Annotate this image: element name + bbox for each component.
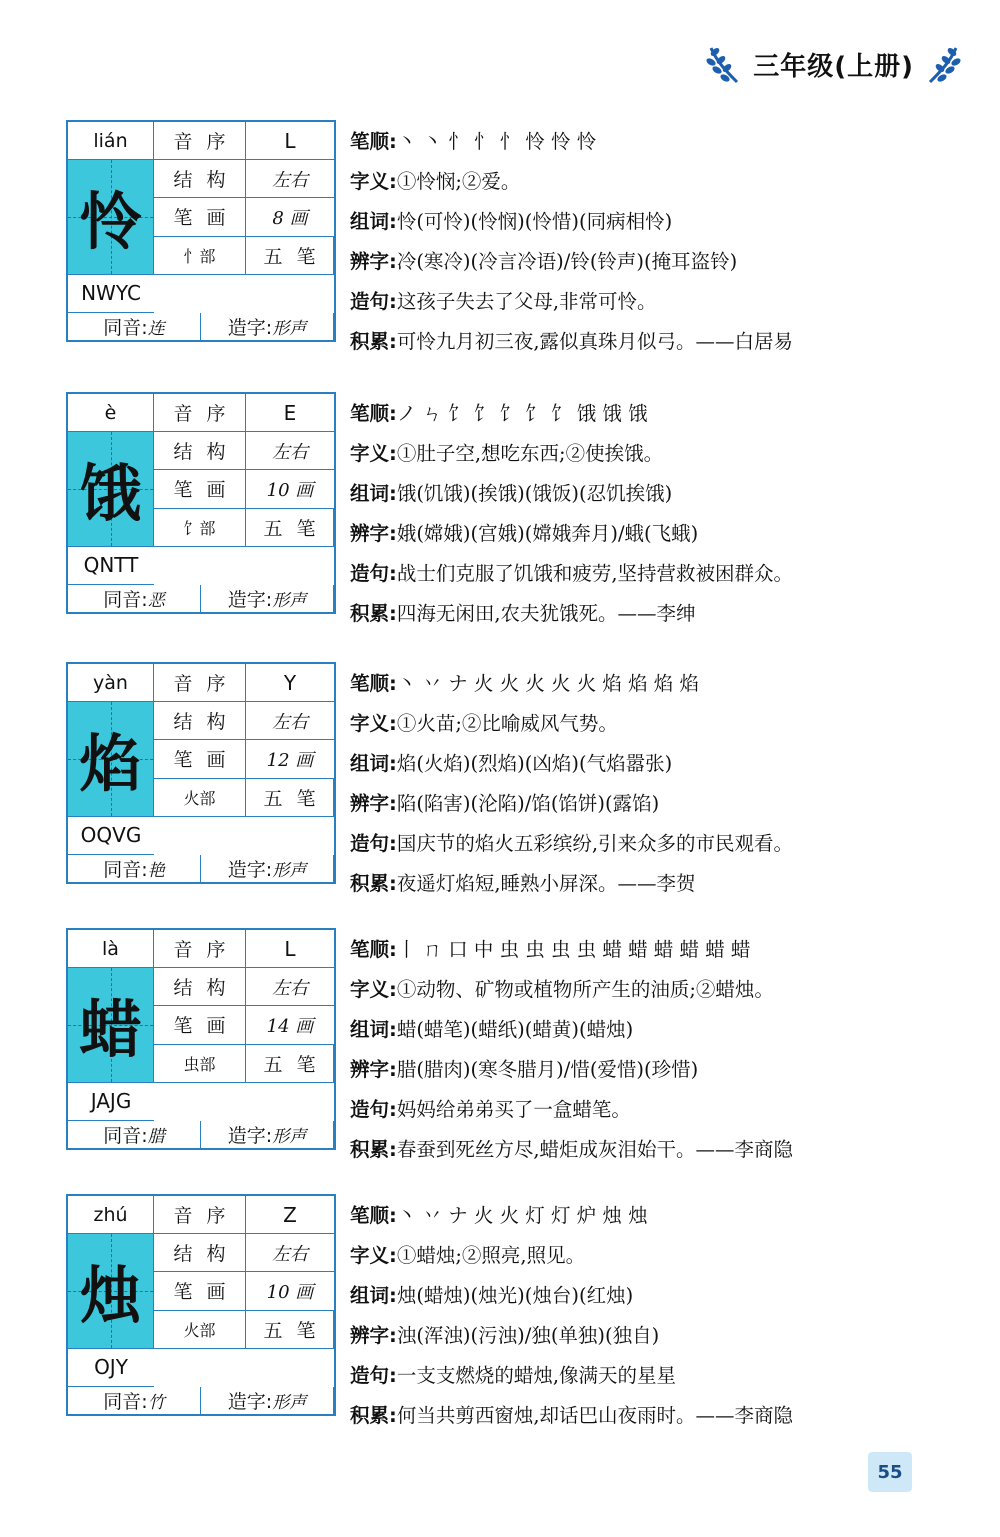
homophone-value: 艳: [147, 861, 165, 881]
structure-label: 结构: [154, 702, 246, 740]
homophone-label: 同音:: [103, 589, 148, 611]
sentence: 战士们克服了饥饿和疲劳,坚持营救被困群众。: [396, 562, 794, 585]
homophone-value: 腊: [147, 1127, 165, 1147]
order-label: 音序: [154, 1196, 246, 1234]
card-footer: [68, 313, 334, 340]
distinguish: 陷(陷害)(沦陷)/馅(馅饼)(露馅): [396, 792, 660, 815]
card-footer: [68, 1387, 334, 1414]
big-character: 饿: [68, 432, 154, 547]
order-label: 音序: [154, 664, 246, 702]
page-number: 55: [868, 1452, 912, 1492]
card-footer: [68, 1121, 334, 1148]
formation-value: 形声: [272, 1393, 307, 1413]
word-group: 烛(蜡烛)(烛光)(烛台)(红烛): [396, 1284, 634, 1307]
wubi-label: 五笔: [246, 509, 334, 547]
formation-value: 形声: [272, 319, 307, 339]
stroke-order: 丨 ㄇ 口 中 虫 虫 虫 虫 蜡 蜡 蜡 蜡 蜡 蜡: [396, 938, 751, 961]
formation-value: 形声: [272, 591, 307, 611]
big-character: 怜: [68, 160, 154, 275]
distinguish: 娥(嫦娥)(宫娥)(嫦娥奔月)/蛾(飞蛾): [396, 522, 699, 545]
homophone-value: 连: [147, 319, 165, 339]
pinyin: yàn: [68, 664, 154, 702]
strokes-value: 12 画: [246, 740, 334, 778]
meaning: ①怜悯;②爱。: [396, 170, 521, 193]
char-entry: [66, 928, 946, 1161]
structure-value: 左右: [246, 968, 334, 1006]
formation-label: 造字:: [227, 317, 273, 339]
pinyin: zhú: [68, 1196, 154, 1234]
stroke-order: 丶 丷 ナ 火 火 灯 灯 炉 烛 烛: [396, 1204, 648, 1227]
strokes-label: 笔画: [154, 740, 246, 778]
wubi-value: OQVG: [68, 817, 154, 855]
structure-label: 结构: [154, 160, 246, 198]
char-entry: [66, 1194, 946, 1427]
strokes-value: 10 画: [246, 1272, 334, 1310]
wubi-value: OJY: [68, 1349, 154, 1387]
char-entry: [66, 392, 946, 625]
structure-value: 左右: [246, 1234, 334, 1272]
distinguish: 浊(浑浊)(污浊)/独(单独)(独自): [396, 1324, 660, 1347]
laurel-left-icon: [703, 42, 743, 86]
pinyin: lián: [68, 122, 154, 160]
distinguish: 冷(寒冷)(冷言冷语)/铃(铃声)(掩耳盗铃): [396, 250, 738, 273]
structure-value: 左右: [246, 432, 334, 470]
wubi-label: 五笔: [246, 237, 334, 275]
homophone-label: 同音:: [103, 1125, 148, 1147]
sentence: 妈妈给弟弟买了一盒蜡笔。: [396, 1098, 631, 1121]
order-label: 音序: [154, 122, 246, 160]
word-group: 蜡(蜡笔)(蜡纸)(蜡黄)(蜡烛): [396, 1018, 634, 1041]
card-footer: [68, 855, 334, 882]
word-group: 焰(火焰)(烈焰)(凶焰)(气焰嚣张): [396, 752, 673, 775]
big-character: 烛: [68, 1234, 154, 1349]
structure-label: 结构: [154, 968, 246, 1006]
radical: 忄部: [154, 237, 246, 275]
char-card: [66, 392, 336, 614]
meaning: ①肚子空,想吃东西;②使挨饿。: [396, 442, 664, 465]
sentence: 这孩子失去了父母,非常可怜。: [396, 290, 657, 313]
char-info: 笔顺: 丨 ㄇ 口 中 虫 虫 虫 虫 蜡 蜡 蜡 蜡 蜡 蜡 字义: ①动物、矿物或植物所产生的油质;②蜡烛。 组词: 蜡(蜡笔)(蜡纸)(蜡黄)(蜡烛) 辨字: 腊(腊肉)(寒冬腊月)/惜(爱惜)(珍惜) 造句: 妈妈给弟弟买了一盒蜡笔。 积累: 春蚕到死丝方尽,蜡炬成灰泪始干。——李商隐: [350, 928, 950, 1168]
stroke-order: 丶 丶 忄 忄 忄 怜 怜 怜: [396, 130, 597, 153]
wubi-label: 五笔: [246, 1311, 334, 1349]
meaning: ①蜡烛;②照亮,照见。: [396, 1244, 586, 1267]
structure-label: 结构: [154, 1234, 246, 1272]
big-character: 焰: [68, 702, 154, 817]
formation-label: 造字:: [227, 1125, 273, 1147]
pinyin: là: [68, 930, 154, 968]
formation-label: 造字:: [227, 1391, 273, 1413]
strokes-value: 14 画: [246, 1006, 334, 1044]
order-value: L: [246, 122, 334, 160]
char-entry: [66, 662, 946, 895]
strokes-value: 8 画: [246, 198, 334, 236]
char-card: [66, 662, 336, 884]
order-value: Y: [246, 664, 334, 702]
order-label: 音序: [154, 930, 246, 968]
formation-value: 形声: [272, 861, 307, 881]
structure-label: 结构: [154, 432, 246, 470]
char-info: 笔顺: ノ ㄣ 饣 饣 饣 饣 饣 饿 饿 饿 字义: ①肚子空,想吃东西;②使挨饿。 组词: 饿(饥饿)(挨饿)(饿饭)(忍饥挨饿) 辨字: 娥(嫦娥)(宫娥)(嫦娥奔月)/蛾(飞蛾) 造句: 战士们克服了饥饿和疲劳,坚持营救被困群众。 积累: 四海无闲田,农夫犹饿死。——李绅: [350, 392, 950, 632]
char-info: 笔顺: 丶 丷 ナ 火 火 灯 灯 炉 烛 烛 字义: ①蜡烛;②照亮,照见。 组词: 烛(蜡烛)(烛光)(烛台)(红烛) 辨字: 浊(浑浊)(污浊)/独(单独)(独自) 造句: 一支支燃烧的蜡烛,像满天的星星 积累: 何当共剪西窗烛,却话巴山夜雨时。——李商隐: [350, 1194, 950, 1434]
char-info: 笔顺: 丶 丶 忄 忄 忄 怜 怜 怜 字义: ①怜悯;②爱。 组词: 怜(可怜)(怜悯)(怜惜)(同病相怜) 辨字: 冷(寒冷)(冷言冷语)/铃(铃声)(掩耳盗铃) 造句: 这孩子失去了父母,非常可怜。 积累: 可怜九月初三夜,露似真珠月似弓。——白居易: [350, 120, 950, 360]
accumulation: 何当共剪西窗烛,却话巴山夜雨时。——李商隐: [396, 1404, 794, 1427]
pinyin: è: [68, 394, 154, 432]
char-card: [66, 1194, 336, 1416]
homophone-label: 同音:: [103, 1391, 148, 1413]
char-info: 笔顺: 丶 丷 ナ 火 火 火 火 火 焰 焰 焰 焰 字义: ①火苗;②比喻威风气势。 组词: 焰(火焰)(烈焰)(凶焰)(气焰嚣张) 辨字: 陷(陷害)(沦陷)/馅(馅饼)(露馅) 造句: 国庆节的焰火五彩缤纷,引来众多的市民观看。 积累: 夜遥灯焰短,睡熟小屏深。——李贺: [350, 662, 950, 902]
sentence: 一支支燃烧的蜡烛,像满天的星星: [396, 1364, 677, 1387]
formation-value: 形声: [272, 1127, 307, 1147]
order-value: L: [246, 930, 334, 968]
meaning: ①火苗;②比喻威风气势。: [396, 712, 618, 735]
stroke-order: ノ ㄣ 饣 饣 饣 饣 饣 饿 饿 饿: [396, 402, 648, 425]
grade-title: 三年级(上册): [753, 51, 914, 82]
order-value: Z: [246, 1196, 334, 1234]
strokes-label: 笔画: [154, 1272, 246, 1310]
wubi-value: JAJG: [68, 1083, 154, 1121]
homophone-label: 同音:: [103, 317, 148, 339]
word-group: 怜(可怜)(怜悯)(怜惜)(同病相怜): [396, 210, 673, 233]
word-group: 饿(饥饿)(挨饿)(饿饭)(忍饥挨饿): [396, 482, 673, 505]
sentence: 国庆节的焰火五彩缤纷,引来众多的市民观看。: [396, 832, 794, 855]
char-card: [66, 120, 336, 342]
strokes-label: 笔画: [154, 1006, 246, 1044]
strokes-label: 笔画: [154, 198, 246, 236]
wubi-value: QNTT: [68, 547, 154, 585]
radical: 虫部: [154, 1045, 246, 1083]
page-header: [703, 40, 964, 88]
formation-label: 造字:: [227, 589, 273, 611]
structure-value: 左右: [246, 160, 334, 198]
homophone-label: 同音:: [103, 859, 148, 881]
laurel-right-icon: [924, 42, 964, 86]
accumulation: 夜遥灯焰短,睡熟小屏深。——李贺: [396, 872, 696, 895]
homophone-value: 竹: [147, 1393, 165, 1413]
accumulation: 四海无闲田,农夫犹饿死。——李绅: [396, 602, 696, 625]
wubi-label: 五笔: [246, 1045, 334, 1083]
accumulation: 可怜九月初三夜,露似真珠月似弓。——白居易: [396, 330, 794, 353]
structure-value: 左右: [246, 702, 334, 740]
strokes-label: 笔画: [154, 470, 246, 508]
order-label: 音序: [154, 394, 246, 432]
accumulation: 春蚕到死丝方尽,蜡炬成灰泪始干。——李商隐: [396, 1138, 794, 1161]
meaning: ①动物、矿物或植物所产生的油质;②蜡烛。: [396, 978, 774, 1001]
distinguish: 腊(腊肉)(寒冬腊月)/惜(爱惜)(珍惜): [396, 1058, 699, 1081]
char-entry: [66, 120, 946, 353]
char-card: [66, 928, 336, 1150]
strokes-value: 10 画: [246, 470, 334, 508]
formation-label: 造字:: [227, 859, 273, 881]
wubi-value: NWYC: [68, 275, 154, 313]
stroke-order: 丶 丷 ナ 火 火 火 火 火 焰 焰 焰 焰: [396, 672, 699, 695]
order-value: E: [246, 394, 334, 432]
radical: 火部: [154, 1311, 246, 1349]
wubi-label: 五笔: [246, 779, 334, 817]
big-character: 蜡: [68, 968, 154, 1083]
homophone-value: 恶: [147, 591, 165, 611]
radical: 饣部: [154, 509, 246, 547]
card-footer: [68, 585, 334, 612]
radical: 火部: [154, 779, 246, 817]
